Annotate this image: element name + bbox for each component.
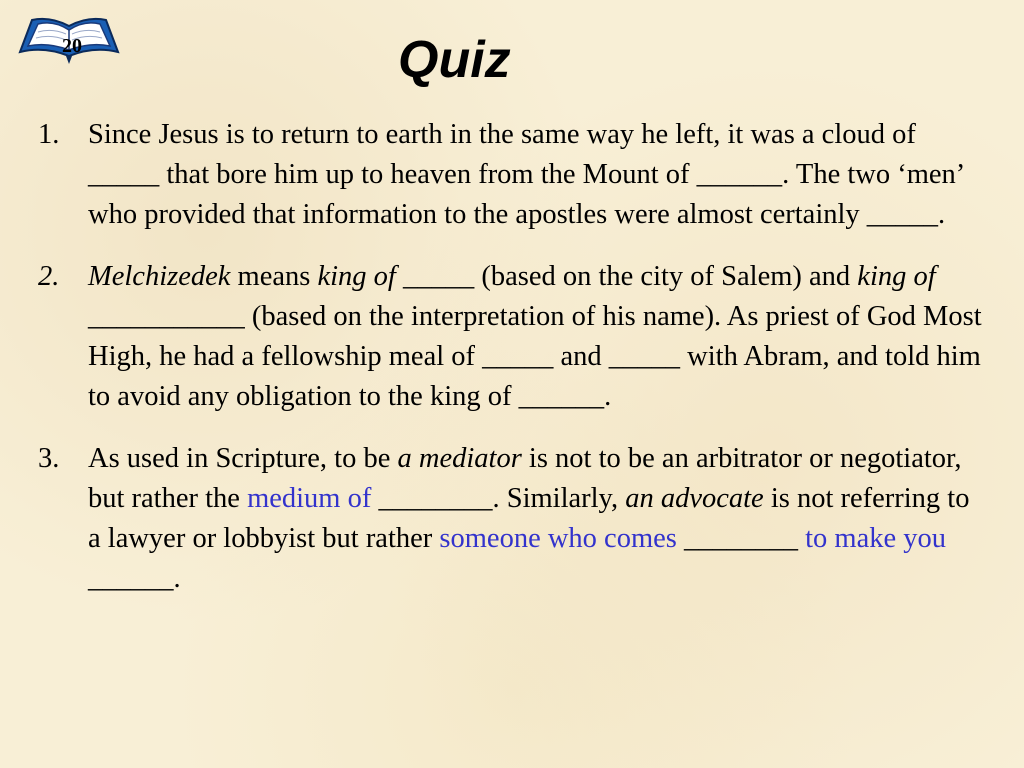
page-title: Quiz (398, 31, 511, 89)
question-number: 1. (38, 119, 60, 150)
question-number: 2. (38, 261, 60, 292)
question-number: 3. (38, 443, 60, 474)
question-3 (38, 439, 988, 599)
page-number: 20 (62, 35, 82, 57)
question-text: As used in Scripture, to be a mediator is not to be an arbitrator or negotiator, but rather the medium of ________. Similarly, an advocate is not referring to a lawyer or lobbyist but rather someone who comes ________ to make you ______. (88, 443, 970, 594)
open-book-icon (16, 14, 122, 66)
question-2 (38, 257, 988, 417)
quiz-list (38, 115, 988, 621)
question-text: Melchizedek means king of _____ (based on the city of Salem) and king of ___________ (based on the interpretation of his name). As priest of God Most High, he had a fellowship meal of _____ and _____ with Abram, and told him to avoid any obligation to the king of ______. (88, 261, 982, 412)
question-1 (38, 115, 988, 235)
question-text: Since Jesus is to return to earth in the same way he left, it was a cloud of _____ that bore him up to heaven from the Mount of ______. The two ‘men’ who provided that information to the apostles were almost certainly _____. (88, 119, 964, 230)
